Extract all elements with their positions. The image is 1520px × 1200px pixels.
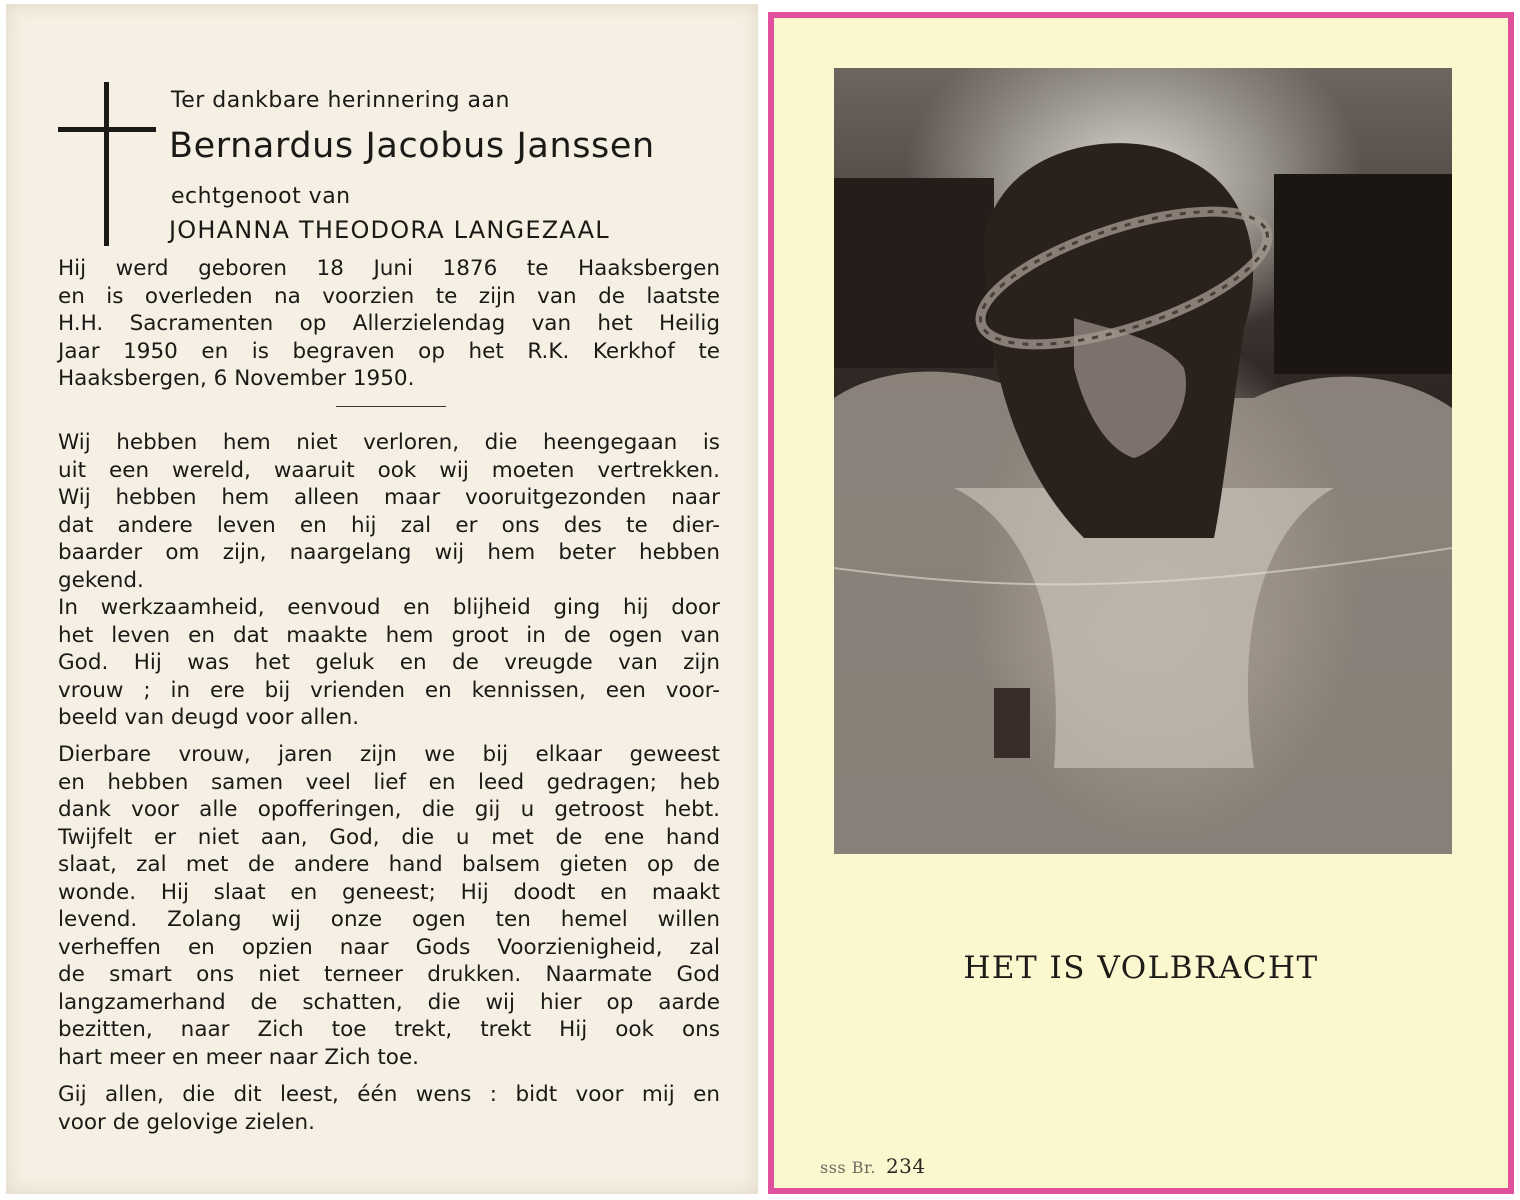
text-line: In werkzaamheid, eenvoud en blijheid ging hij door xyxy=(58,595,720,620)
text-line: verheffen en opzien naar Gods Voorzienigheid, zal xyxy=(58,934,720,960)
cross-icon-vertical xyxy=(104,82,109,246)
text-line: Twijfelt er niet aan, God, die u met de ene hand xyxy=(58,824,720,850)
text-line: bezitten, naar Zich toe trekt, trekt Hij ook ons xyxy=(58,1017,720,1042)
text-line: en hebben samen veel lief en leed gedragen; heb xyxy=(58,769,720,795)
memorial-text-card xyxy=(6,4,758,1194)
text-line: gekend. xyxy=(58,567,144,593)
text-line: vrouw ; in ere bij vrienden en kennissen, een voor- xyxy=(58,677,720,703)
text-line: wonde. Hij slaat en geneest; Hij doodt en maakt xyxy=(58,879,720,905)
text-line: Wij hebben hem niet verloren, die heengegaan is xyxy=(58,430,720,455)
spouse-name: JOHANNA THEODORA LANGEZAAL xyxy=(169,216,610,244)
biography-line: en is overleden na voorzien te zijn van de laatste xyxy=(58,283,720,309)
reflection-paragraph-3 xyxy=(58,741,720,1071)
biography-line: Jaar 1950 en is begraven op het R.K. Kerkhof te xyxy=(58,338,720,364)
devotional-image-card xyxy=(768,12,1514,1194)
cross-beam-right xyxy=(1274,174,1452,374)
reflection-paragraph-2 xyxy=(58,594,720,732)
text-line: Dierbare vrouw, jaren zijn we bij elkaar geweest xyxy=(58,742,720,767)
cross-beam-left xyxy=(834,178,994,368)
divider xyxy=(336,406,446,407)
wound-mark xyxy=(994,688,1030,758)
text-line: voor de gelovige zielen. xyxy=(58,1109,315,1135)
text-line: Wij hebben hem alleen maar vooruitgezonden naar xyxy=(58,485,720,510)
motto-text: HET IS VOLBRACHT xyxy=(963,950,1319,986)
crucifix-photo xyxy=(834,68,1452,854)
crucifix-illustration xyxy=(834,68,1452,854)
text-line: levend. Zolang wij onze ogen ten hemel willen xyxy=(58,907,720,932)
deceased-name: Bernardus Jacobus Janssen xyxy=(169,126,655,166)
text-line: dank voor alle opofferingen, die gij u getroost hebt. xyxy=(58,797,720,822)
reflection-paragraph-1 xyxy=(58,429,720,594)
intro-line: Ter dankbare herinnering aan xyxy=(171,88,510,113)
text-line: baarder om zijn, naargelang wij hem beter hebben xyxy=(58,540,720,565)
biography-line: Haaksbergen, 6 November 1950. xyxy=(58,366,415,391)
text-line: beeld van deugd voor allen. xyxy=(58,705,360,730)
cross-icon-horizontal xyxy=(58,127,156,132)
print-code-number: 234 xyxy=(885,1154,926,1178)
prayer-request-paragraph xyxy=(58,1081,720,1136)
biography-paragraph xyxy=(58,255,720,393)
biography-line: H.H. Sacramenten op Allerzielendag van het Heilig xyxy=(58,311,720,336)
print-code xyxy=(820,1154,926,1178)
text-line: langzamerhand de schatten, die wij hier op aarde xyxy=(58,989,720,1015)
text-line: Gij allen, die dit leest, één wens : bidt voor mij en xyxy=(58,1082,720,1107)
text-line: de smart ons niet terneer drukken. Naarmate God xyxy=(58,962,720,987)
text-line: God. Hij was het geluk en de vreugde van zijn xyxy=(58,650,720,675)
text-line: slaat, zal met de andere hand balsem gieten op de xyxy=(58,852,720,877)
text-line: uit een wereld, waaruit ook wij moeten vertrekken. xyxy=(58,457,720,483)
print-code-prefix: sss Br. xyxy=(820,1158,876,1177)
text-line: het leven en dat maakte hem groot in de ogen van xyxy=(58,622,720,648)
biography-line: Hij werd geboren 18 Juni 1876 te Haaksbergen xyxy=(58,256,720,281)
text-line: hart meer en meer naar Zich toe. xyxy=(58,1044,420,1070)
spouse-label: echtgenoot van xyxy=(171,184,351,209)
text-line: dat andere leven en hij zal er ons des te dier- xyxy=(58,512,720,538)
